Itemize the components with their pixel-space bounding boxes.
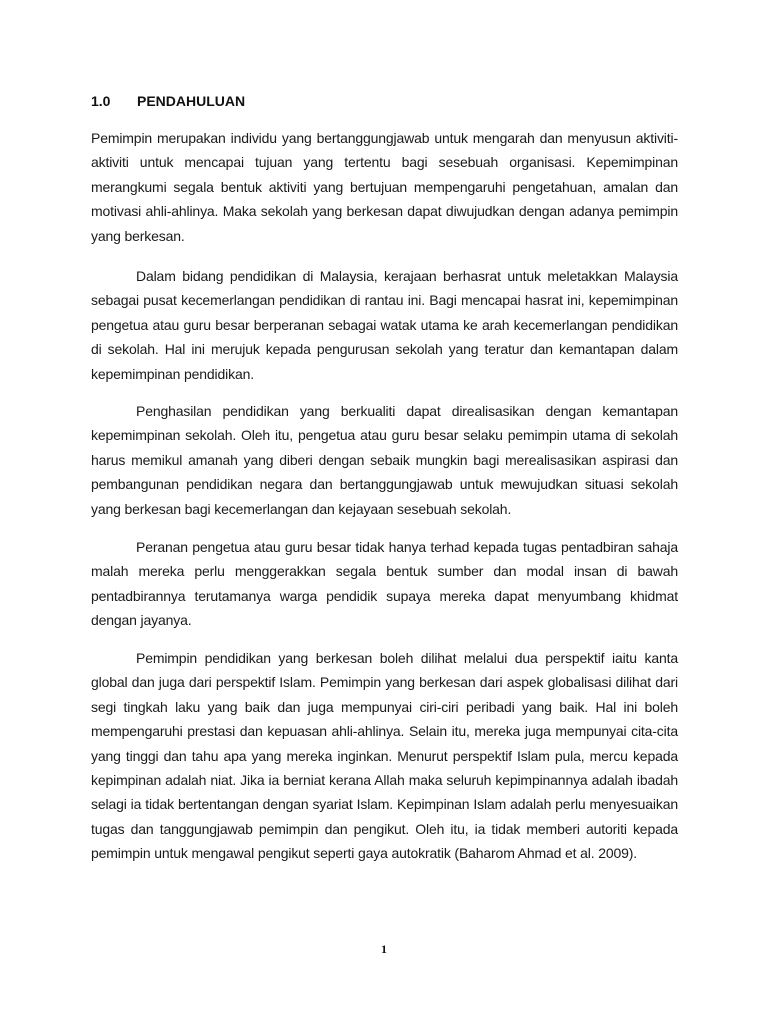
section-heading bbox=[91, 91, 245, 111]
paragraph-2: Dalam bidang pendidikan di Malaysia, kerajaan berhasrat untuk meletakkan Malaysia sebagai pusat kecemerlangan pendidikan di rantau ini. Bagi mencapai hasrat ini, kepemimpinan pengetua atau guru besar berperanan sebagai watak utama ke arah kecemerlangan pendidikan di sekolah. Hal ini merujuk kepada pengurusan sekolah yang teratur dan kemantapan dalam kepemimpinan pendidikan. bbox=[91, 268, 678, 382]
paragraph-3: Penghasilan pendidikan yang berkualiti dapat direalisasikan dengan kemantapan kepemimpinan sekolah. Oleh itu, pengetua atau guru besar selaku pemimpin utama di sekolah harus memikul amanah yang diberi dengan sebaik mungkin bagi merealisasikan aspirasi dan pembangunan pendidikan negara dan bertanggungjawab untuk mewujudkan situasi sekolah yang berkesan bagi kecemerlangan dan kejayaan sesebuah sekolah. bbox=[91, 403, 678, 517]
section-title: PENDAHULUAN bbox=[137, 93, 246, 109]
page-number: 1 bbox=[381, 942, 387, 956]
paragraph-5: Pemimpin pendidikan yang berkesan boleh dilihat melalui dua perspektif iaitu kanta global dan juga dari perspektif Islam. Pemimpin yang berkesan dari aspek globalisasi dilihat dari segi tingkah laku yang baik dan juga mempunyai ciri-ciri peribadi yang baik. Hal ini boleh mempengaruhi prestasi dan kepuasan ahli-ahlinya. Selain itu, mereka juga mempunyai cita-cita yang tinggi dan tahu apa yang mereka inginkan. Menurut perspektif Islam pula, mercu kepada kepimpinan adalah niat. Jika ia berniat kerana Allah maka seluruh kepimpinannya adalah ibadah selagi ia tidak bertentangan dengan syariat Islam. Kepimpinan Islam adalah perlu menyesuaikan tugas dan tanggungjawab pemimpin dan pengikut. Oleh itu, ia tidak memberi autoriti kepada pemimpin untuk mengawal pengikut seperti gaya autokratik (Baharom Ahmad et al. 2009). bbox=[91, 650, 678, 862]
section-number: 1.0 bbox=[91, 93, 111, 109]
paragraph-4: Peranan pengetua atau guru besar tidak hanya terhad kepada tugas pentadbiran sahaja malah mereka perlu menggerakkan segala bentuk sumber dan modal insan di bawah pentadbirannya terutamanya warga pendidik supaya mereka dapat menyumbang khidmat dengan jayanya. bbox=[91, 539, 678, 629]
paragraph-1: Pemimpin merupakan individu yang bertanggungjawab untuk mengarah dan menyusun aktiviti-aktiviti untuk mencapai tujuan yang tertentu bagi sesebuah organisasi. Kepemimpinan merangkumi segala bentuk aktiviti yang bertujuan mempengaruhi pengetahuan, amalan dan motivasi ahli-ahlinya. Maka sekolah yang berkesan dapat diwujudkan dengan adanya pemimpin yang berkesan. bbox=[91, 130, 678, 244]
